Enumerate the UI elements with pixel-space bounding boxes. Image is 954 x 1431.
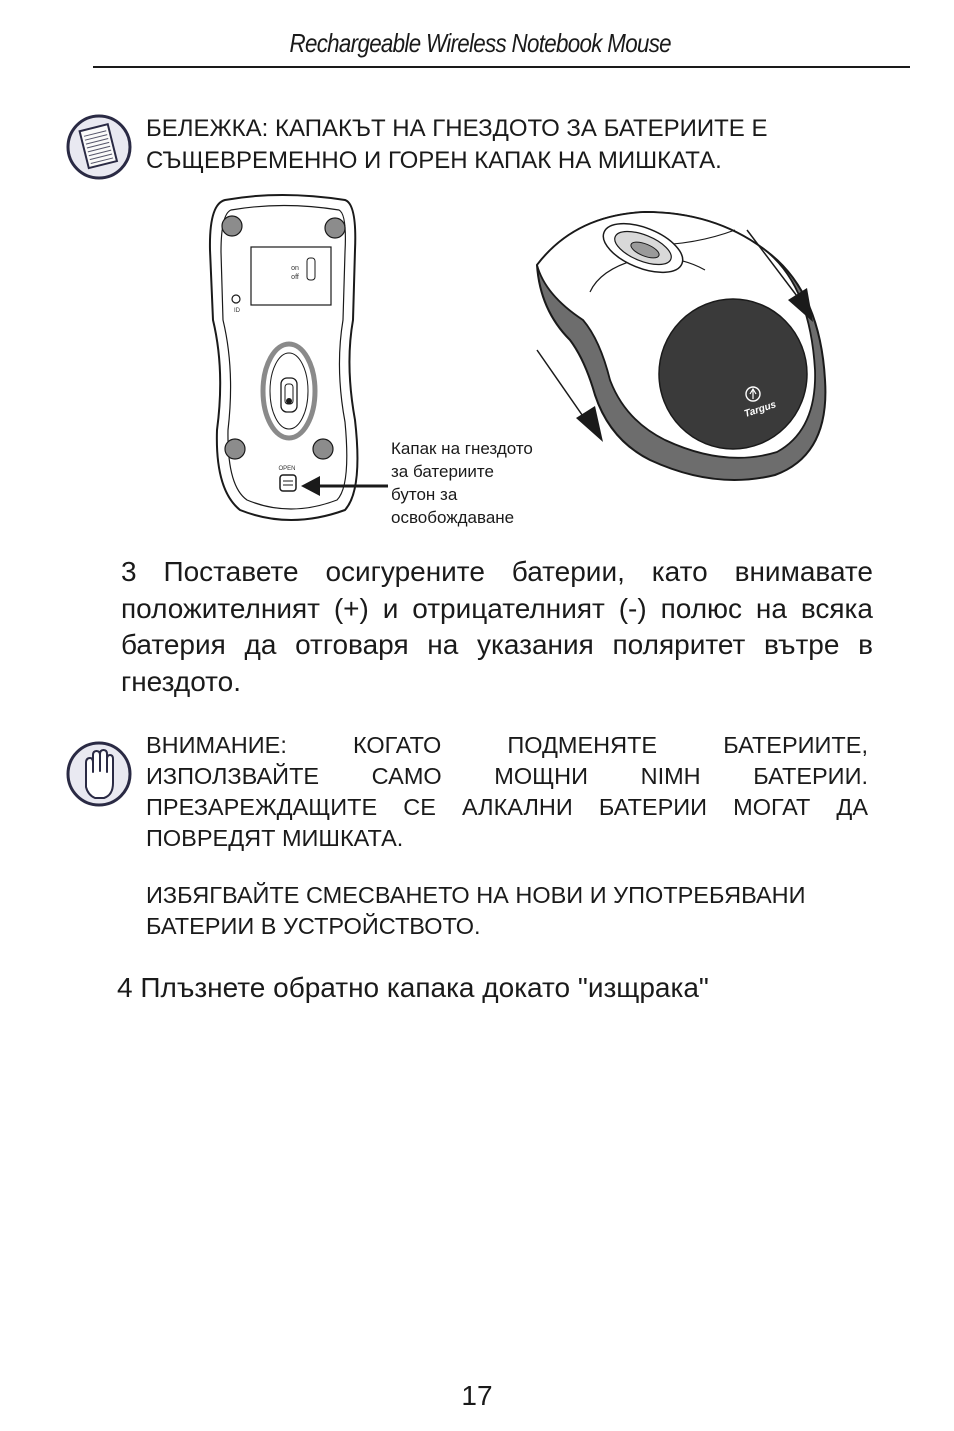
mouse-bottom-view [210,195,388,520]
callout-line: освобождаване [391,508,515,527]
callout-line: за батериите [391,462,494,481]
open-label: OPEN [278,466,296,472]
header-divider [93,66,910,68]
callout-line: бутон за [391,485,458,504]
switch-off-label: off [291,274,299,281]
note-text: БЕЛЕЖКА: КАПАКЪТ НА ГНЕЗДОТО ЗА БАТЕРИИТЕ Е СЪЩЕВРЕМЕННО И ГОРЕН КАПАК НА МИШКАТА. [146,115,768,174]
page-number: 17 [461,1380,493,1411]
switch-on-label: on [291,265,299,272]
warning-text-secondary: ИЗБЯГВАЙТЕ СМЕСВАНЕТО НА НОВИ И УПОТРЕБЯВАНИ БАТЕРИИ В УСТРОЙСТВОТО. [146,882,806,939]
callout-line: Капак на гнездото [391,439,533,458]
notepad-icon [66,113,132,181]
hand-stop-icon [66,739,132,809]
warning-text: ВНИМАНИЕ: КОГАТО ПОДМЕНЯТЕ БАТЕРИИТЕ, ИЗПОЛЗВАЙТЕ САМО МОЩНИ NIMH БАТЕРИИ. ПРЕЗАРЕЖДАЩИТЕ СЕ АЛКАЛНИ БАТЕРИИ МОГАТ ДА ПОВРЕДЯТ МИШКАТА. [146,732,868,851]
id-button-label: ID [234,308,240,314]
page-header-title: Rechargeable Wireless Notebook Mouse [289,28,671,58]
battery-cover-callout [391,437,533,529]
step-3-text: 3 Поставете осигурените батерии, като внимавате положителният (+) и отрицателният (-) полюс на всяка батерия да отговаря на указания поляритет вътре в гнездото. [121,556,873,697]
brand-logo: Targus [742,399,778,420]
mouse-top-view [537,212,825,480]
step-4-text: 4 Плъзнете обратно капака докато "изщрака" [117,972,709,1003]
